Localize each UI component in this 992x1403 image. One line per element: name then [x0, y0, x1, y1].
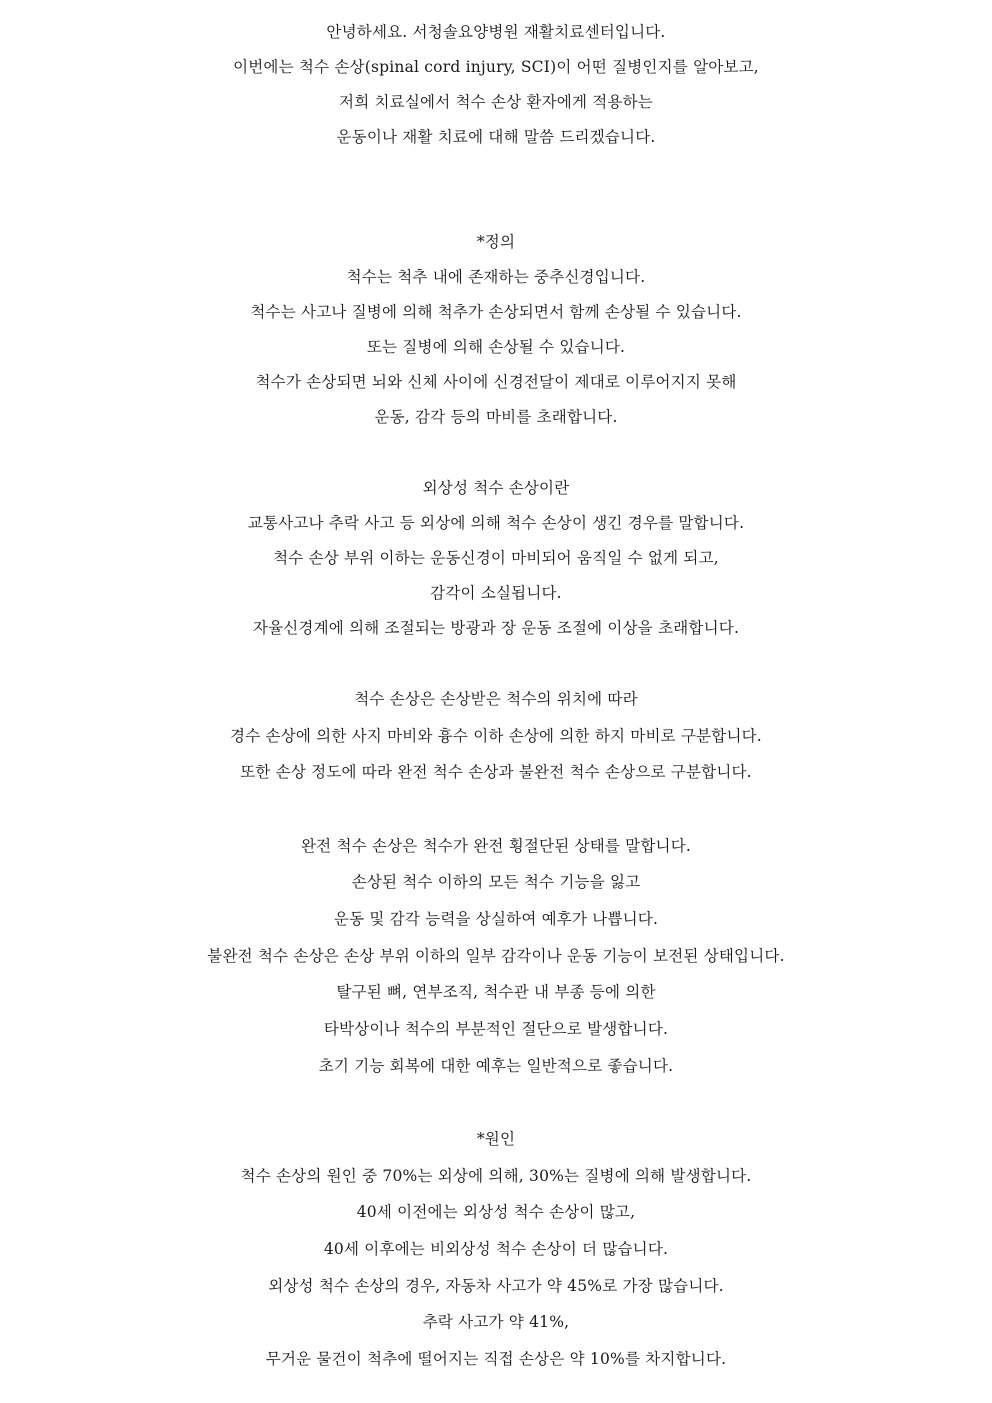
definition-line: 외상성 척수 손상이란: [422, 479, 570, 497]
definition-line: 감각이 소실됩니다.: [430, 584, 562, 602]
intro-line-4: 운동이나 재활 치료에 대해 말씀 드리겠습니다.: [336, 128, 656, 146]
definition-line: 자율신경계에 의해 조절되는 방광과 장 운동 조절에 이상을 초래합니다.: [252, 619, 740, 637]
definition-line: 또는 질병에 의해 손상될 수 있습니다.: [366, 338, 626, 356]
definition-line: 타박상이나 척수의 부분적인 절단으로 발생합니다.: [323, 1020, 669, 1038]
section-heading-definition: *정의: [476, 233, 516, 251]
definition-line: 척수 손상 부위 이하는 운동신경이 마비되어 움직일 수 없게 되고,: [273, 549, 719, 567]
definition-line: 운동 및 감각 능력을 상실하여 예후가 나쁩니다.: [333, 910, 659, 928]
definition-line: 경수 손상에 의한 사지 마비와 흉수 이하 손상에 의한 하지 마비로 구분합니다.: [230, 727, 762, 745]
intro-line-2: 이번에는 척수 손상(spinal cord injury, SCI)이 어떤 질병인지를 알아보고,: [233, 58, 759, 76]
definition-line: 척수가 손상되면 뇌와 신체 사이에 신경전달이 제대로 이루어지지 못해: [255, 373, 737, 391]
cause-line: 추락 사고가 약 41%,: [422, 1313, 570, 1331]
definition-line: 또한 손상 정도에 따라 완전 척수 손상과 불완전 척수 손상으로 구분합니다.: [240, 763, 752, 781]
definition-line: 교통사고나 추락 사고 등 외상에 의해 척수 손상이 생긴 경우를 말합니다.: [247, 514, 745, 532]
definition-line: 운동, 감각 등의 마비를 초래합니다.: [374, 408, 618, 426]
cause-line: 척수 손상의 원인 중 70%는 외상에 의해, 30%는 질병에 의해 발생합니다.: [240, 1167, 752, 1185]
definition-line: 손상된 척수 이하의 모든 척수 기능을 잃고: [351, 873, 641, 891]
intro-line-3: 저희 치료실에서 척수 손상 환자에게 적용하는: [339, 93, 653, 111]
cause-line: 40세 이후에는 비외상성 척수 손상이 더 많습니다.: [323, 1240, 669, 1258]
definition-line: 척수는 사고나 질병에 의해 척추가 손상되면서 함께 손상될 수 있습니다.: [250, 303, 742, 321]
cause-line: 무거운 물건이 척추에 떨어지는 직접 손상은 약 10%를 차지합니다.: [265, 1350, 727, 1368]
cause-line: 외상성 척수 손상의 경우, 자동차 사고가 약 45%로 가장 많습니다.: [268, 1277, 724, 1295]
cause-line: 40세 이전에는 외상성 척수 손상이 많고,: [356, 1203, 636, 1221]
definition-line: 척수는 척추 내에 존재하는 중추신경입니다.: [346, 268, 646, 286]
definition-line: 척수 손상은 손상받은 척수의 위치에 따라: [354, 690, 638, 708]
definition-line: 완전 척수 손상은 척수가 완전 횡절단된 상태를 말합니다.: [301, 837, 691, 855]
section-heading-cause: *원인: [476, 1130, 516, 1148]
intro-line-1: 안녕하세요. 서청솔요양병원 재활치료센터입니다.: [326, 23, 666, 41]
definition-line: 초기 기능 회복에 대한 예후는 일반적으로 좋습니다.: [318, 1057, 674, 1075]
definition-line: 불완전 척수 손상은 손상 부위 이하의 일부 감각이나 운동 기능이 보전된 상태입니다.: [207, 947, 785, 965]
definition-line: 탈구된 뼈, 연부조직, 척수관 내 부종 등에 의한: [336, 983, 656, 1001]
